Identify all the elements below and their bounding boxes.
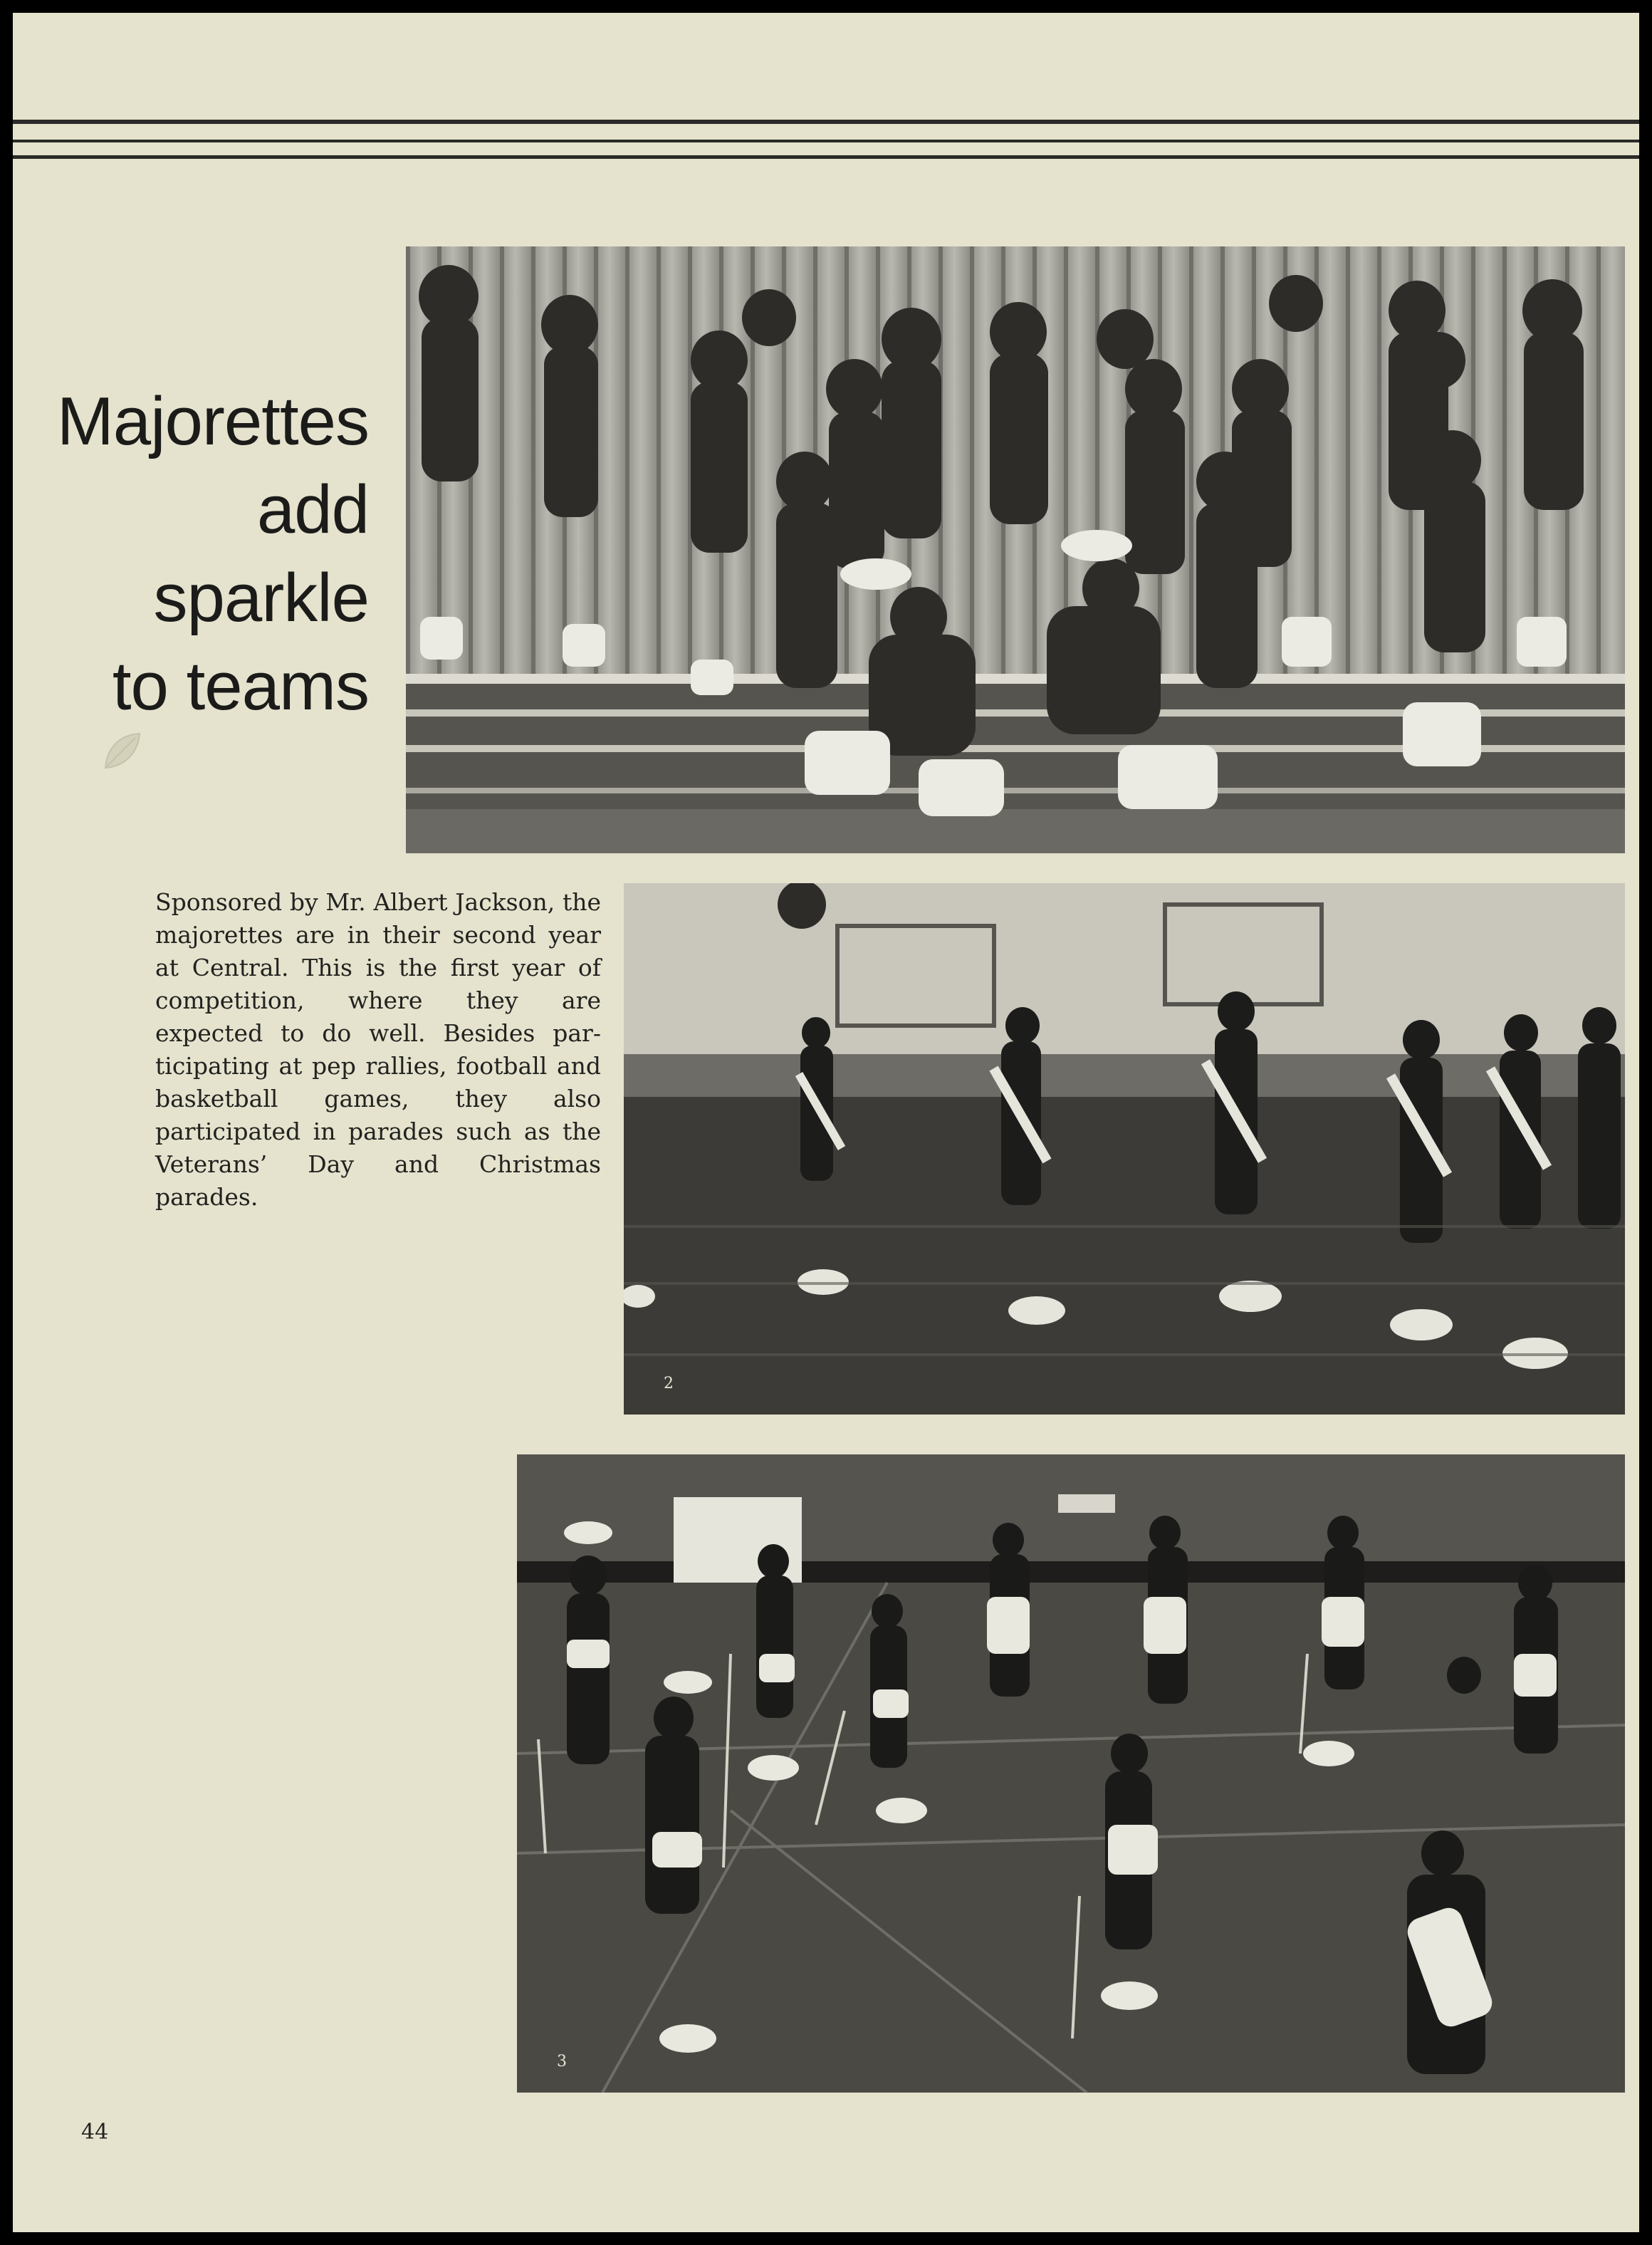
photo-caption-number-2: 2 (664, 1375, 674, 1392)
headline-line-4: to teams (112, 648, 369, 724)
photo-majorettes-gym-performance (624, 883, 1625, 1415)
page-headline (13, 377, 369, 731)
photo-majorettes-baton-routine (517, 1454, 1625, 2093)
headline-line-1: Majorettes (56, 383, 369, 459)
yearbook-page (13, 13, 1639, 2232)
header-rule-top (13, 120, 1639, 124)
page-number: 44 (81, 2120, 109, 2145)
header-rule-middle (13, 140, 1639, 142)
leaf-icon (100, 728, 145, 773)
article-body: Sponsored by Mr. Albert Jackson, the majorettes are in their second year at Central. This is the first year of competition, where they are expected to do well. Besides participating at pep rallies, football and basketball games, they also participated in parades such as the Veterans’ Day and Christmas parades. (155, 888, 601, 1211)
headline-line-3: sparkle (153, 560, 369, 636)
headline-line-2: add (256, 472, 369, 548)
photo-caption-number-3: 3 (557, 2053, 567, 2070)
header-rule-bottom (13, 155, 1639, 159)
photo-majorettes-group-portrait (406, 246, 1625, 853)
